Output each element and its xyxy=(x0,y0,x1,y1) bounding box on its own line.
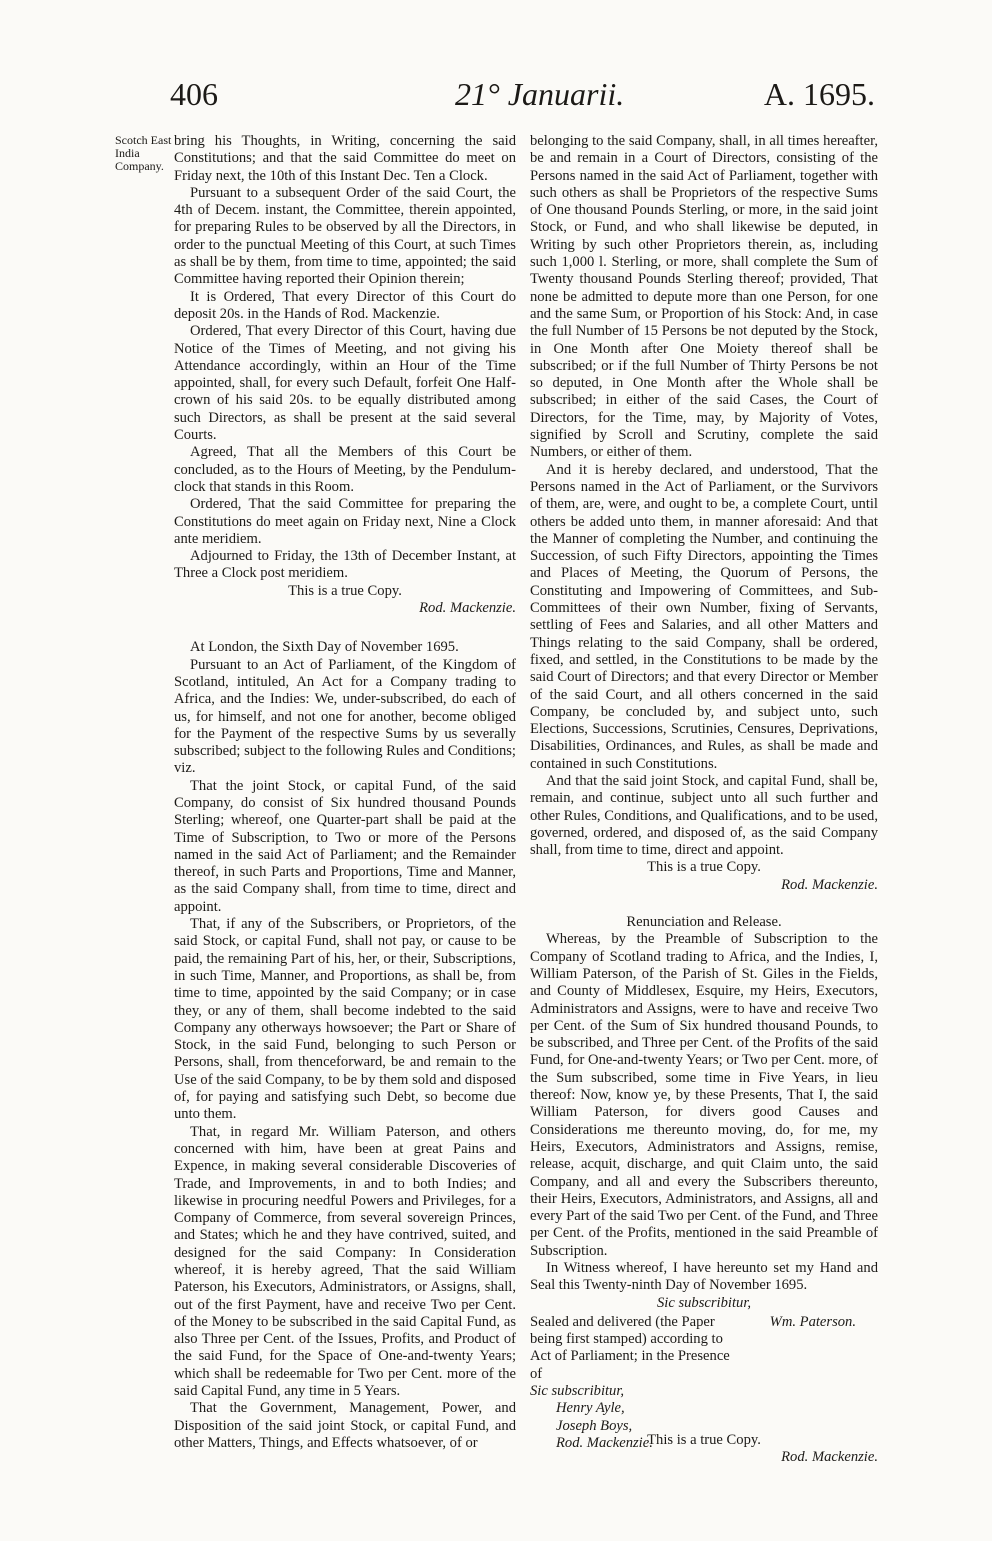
paragraph: In Witness whereof, I have hereunto set my Hand and Seal this Twenty-ninth Day of November 1695. xyxy=(530,1260,878,1294)
paragraph: That the joint Stock, or capital Fund, of the said Company, do consist of Six hundred thousand Pounds Sterling; whereof, one Quarter-part shall be paid at the Time of Subscription, to Two or more of the Persons named in the said Act of Parliament; and the Remainder thereof, in such Parts and Proportions, Time and Manner, as the said Company shall, from time to time, direct and appoint. xyxy=(174,777,516,915)
paragraph: Agreed, That all the Members of this Court be concluded, as to the Hours of Meeting, by the Pendulum-clock that stands in this Room. xyxy=(174,444,516,495)
true-copy-note: This is a true Copy. xyxy=(647,1431,761,1448)
paragraph: Whereas, by the Preamble of Subscription to the Company of Scotland trading to Africa, and the Indies, I, William Paterson, of the Parish of St. Giles in the Fields, and County of Middlesex, Esquire, my Heirs, Executors, Administrators and Assigns, were to have and receive Two per Cent. of the Sum of Six hundred thousand Pounds, to be subscribed, and Three per Cent. of the Profits of the said Fund, for One-and-twenty Years; or Two per Cent. more, of the Sum subscribed, some time in Five Years, in lieu thereof: Now, know ye, by these Presents, That I, the said William Paterson, for divers good Causes and Considerations me thereunto moving, do, for me, my Heirs, Executors, Administrators and Assigns, remise, release, acquit, discharge, and quit Claim unto, the said Company, and all and every the Subscribers thereunto, their Heirs, Executors, Administrators, and Assigns, all and every Part of the said Two per Cent. of the Fund, and Three per Cent. of the Profits, mentioned in the said Preamble of Subscription. xyxy=(530,931,878,1259)
header-date: 21° Januarii. xyxy=(455,76,625,112)
true-copy-note: This is a true Copy. xyxy=(647,859,761,876)
paragraph: And it is hereby declared, and understood, That the Persons named in the Act of Parliament, or the Survivors of them, are, were, and ought to be, a complete Court, until others be added unto them, in manner aforesaid: And that the Manner of completing the Number, and continuing the Succession, of such Fifty Directors, appointing the Times and Places of Meeting, the Quorum of Persons, the Constituting and Impowering of Committees, and Sub-Committees of their own Number, fixing of Servants, settling of Fees and Salaries, and all other Matters and Things relating to the said Company, shall be ordered, fixed, and settled, in the Constitutions to be made by the said Court of Directors; and that every Director or Member of the said Court, and all others concerned in the said Company, be concluded by, and subject unto, such Elections, Successions, Scrutinies, Censures, Deprivations, Disabilities, Ordinances, and Rules, as shall be made and contained in such Constitutions. xyxy=(530,461,878,772)
running-header xyxy=(170,76,875,126)
section-heading: Renunciation and Release. xyxy=(626,914,782,931)
subscriber-name: Wm. Paterson. xyxy=(769,1313,856,1330)
witness-name: Rod. Mackenzie. xyxy=(556,1434,653,1451)
sic-subscribitur: Sic subscribitur, xyxy=(530,1383,625,1400)
paragraph: Pursuant to an Act of Parliament, of the Kingdom of Scotland, intituled, An Act for a Company trading to Africa, and the Indies: We, under-subscribed, do each of us, for himself, and not one for another, become obliged for the Payment of the respective Sums by us severally subscribed; subject to the following Rules and Conditions; viz. xyxy=(174,656,516,777)
paragraph: Ordered, That the said Committee for preparing the Constitutions do meet again on Friday next, Nine a Clock ante meridiem. xyxy=(174,496,516,547)
paragraph: It is Ordered, That every Director of this Court do deposit 20s. in the Hands of Rod. Mackenzie. xyxy=(174,288,516,322)
witness-name: Henry Ayle, xyxy=(556,1400,625,1417)
true-copy-note: This is a true Copy. xyxy=(288,582,402,599)
sealed-statement: Sealed and delivered (the Paper being first stamped) according to Act of Parliament; in the Presence of xyxy=(530,1313,730,1382)
paragraph: bring his Thoughts, in Writing, concerning the said Constitutions; and that the said Committee do meet on Friday next, the 10th of this Instant Dec. Ten a Clock. xyxy=(174,133,516,184)
header-year: A. 1695. xyxy=(763,76,875,112)
margin-note: Scotch East India Company. xyxy=(115,133,172,173)
dateline: At London, the Sixth Day of November 1695. xyxy=(190,639,459,656)
witness-block xyxy=(530,1314,742,1452)
signature: Rod. Mackenzie. xyxy=(781,1449,878,1466)
paragraph: That, if any of the Subscribers, or Proprietors, of the said Stock, or capital Fund, shall not pay, or cause to be paid, the remaining Part of his, her, or their, Subscriptions, in such Time, Manner, and Proportions, as shall be, from time to time, appointed by the said Company; or in case they, or any of them, shall become indebted to the said Company any otherways howsoever; the Part or Share of Stock, in the said Fund, belonging to such Person or Persons, shall, from thenceforward, be and remain to the Use of the said Company, to be by them sold and disposed of, for paying and satisfying such Debt, so become due unto them. xyxy=(174,916,516,1123)
paragraph: That the Government, Management, Power, and Disposition of the said joint Stock, or capital Fund, and other Matters, Things, and Effects whatsoever, of or xyxy=(174,1400,516,1451)
page-number: 406 xyxy=(170,76,218,112)
signature: Rod. Mackenzie. xyxy=(781,876,878,893)
sic-subscribitur: Sic subscribitur, xyxy=(656,1294,752,1311)
left-column xyxy=(174,133,516,1452)
right-column xyxy=(530,133,878,1466)
paragraph: belonging to the said Company, shall, in all times hereafter, be and remain in a Court of Directors, consisting of the Persons named in the said Act of Parliament, together with such others as shall be Proprietors of the respective Sums of One thousand Pounds Sterling, or more, in the said joint Stock, or Fund, and who shall likewise be deputed, in Writing by such other Proprietors therein, as, including such 1,000 l. Sterling, or more, shall complete the Sum of Twenty thousand Pounds Sterling thereof; provided, That none be admitted to depute more than one Person, for one and the same Sum, or Proportion of his Stock: And, in case the full Number of 15 Persons be not deputed by the Stock, in One Month after One Moiety thereof shall be subscribed; or if the full Number of Thirty Persons be not so deputed, in One Month after the Whole shall be subscribed; in either of the said Cases, the Court of Directors, for the Time, may, by Majority of Votes, signified by Scroll and Scrutiny, complete the said Numbers, or either of them. xyxy=(530,133,878,461)
paragraph: That, in regard Mr. William Paterson, and others concerned with him, have been at great Pains and Expence, in making several considerable Discoveries of Trade, and Improvements, in and to both Indies; and likewise in procuring needful Powers and Privileges, for a Company of Commerce, from several sovereign Princes, and States; which he and they have contrived, suited, and designed for the said Company: In Consideration whereof, it is hereby agreed, That the said William Paterson, his Executors, Administrators, or Assigns, shall, out of the first Payment, have and receive Two per Cent. of the Money to be subscribed in the said Capital Fund, as also Three per Cent. of the Issues, Profits, and Product of the said Fund, for the Space of One-and-twenty Years; which shall be redeemable for Two per Cent. more of the said Capital Fund, any time in 5 Years. xyxy=(174,1123,516,1400)
paragraph: Ordered, That every Director of this Court, having due Notice of the Times of Meeting, and not giving his Attendance accordingly, within an Hour of the Time appointed, shall, for every such Default, forfeit One Half-crown of his said 20s. to be equally distributed among such Directors, as shall be present at the said several Courts. xyxy=(174,323,516,444)
witness-name: Joseph Boys, xyxy=(556,1417,633,1434)
signature: Rod. Mackenzie. xyxy=(419,600,516,617)
paragraph: Adjourned to Friday, the 13th of December Instant, at Three a Clock post meridiem. xyxy=(174,548,516,582)
paragraph: Pursuant to a subsequent Order of the said Court, the 4th of Decem. instant, the Committee, therein appointed, for preparing Rules to be observed by all the Directors, in order to the punctual Meeting of this Court, at such Times as shall be by them, from time to time, appointed; the said Committee having reported their Opinion therein; xyxy=(174,184,516,288)
paragraph: And that the said joint Stock, and capital Fund, shall be, remain, and continue, subject unto all such further and other Rules, Conditions, and Qualifications, and to be used, governed, ordered, and disposed of, as the said Company shall, from time to time, direct and appoint. xyxy=(530,772,878,859)
